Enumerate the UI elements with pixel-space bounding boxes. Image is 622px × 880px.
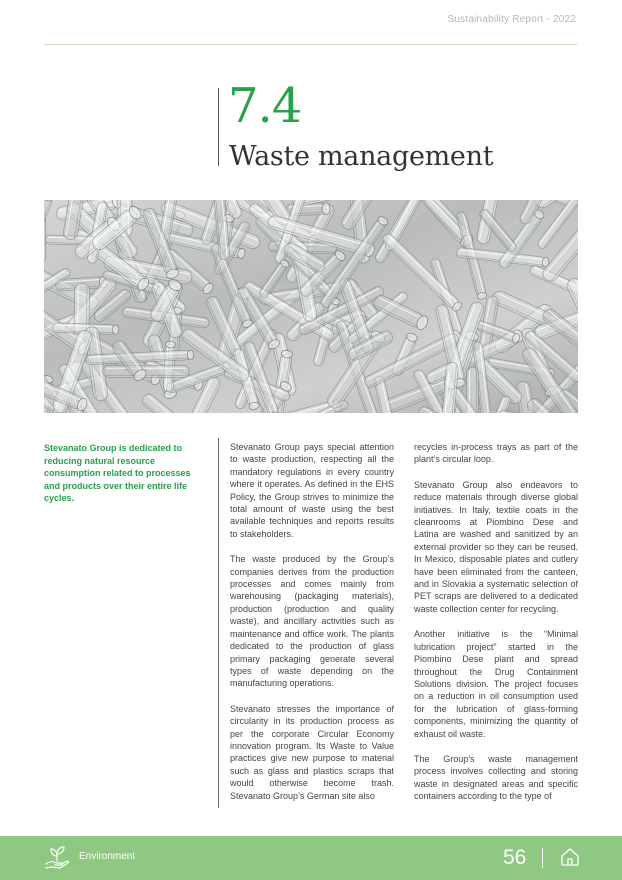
body-column-1 <box>230 441 394 815</box>
body-paragraph: Stevanato stresses the importance of circularity in its production process as per the corporate Circular Economy innovation program. Its Waste to Value practices give new purpose to material such as glass and plastics scraps that would otherwise become trash. Stevanato Group’s German site also <box>230 703 394 801</box>
glass-tubes-illustration <box>44 200 578 413</box>
page-number: 56 <box>503 846 527 869</box>
chapter-number: 7.4 <box>228 78 302 134</box>
lead-paragraph: Stevanato Group is dedicated to reducing natural resource consumption related to processes and products over their entire life cycles. <box>44 443 191 503</box>
body-paragraph: The waste produced by the Group’s companies derives from the production processes and comes mainly from warehousing (packaging materials), production (production and quality waste), and ancillary activities such as maintenance and office work. The plants dedicated to the production of glass primary packaging generate several types of waste depending on the manufacturing operations. <box>230 554 394 689</box>
header-divider <box>44 44 578 45</box>
body-paragraph: Another initiative is the “Minimal lubrication project” started in the Piombino Dese plant and spread throughout the Drug Containment Solutions division. The project focuses on a reduction in oil consumption used for the lubrication of glass-forming components, minimizing the quantity of exhaust oil waste. <box>414 629 578 739</box>
body-column-2 <box>414 441 578 816</box>
body-paragraph: recycles in-process trays as part of the plant’s circular loop. <box>414 442 578 465</box>
body-paragraph: The Group’s waste management process involves collecting and storing waste in designated areas and specific containers according to the type of <box>414 753 578 802</box>
report-title: Sustainability Report - 2022 <box>447 14 576 25</box>
plant-hand-icon[interactable] <box>44 844 70 870</box>
body-paragraph: Stevanato Group pays special attention to waste production, respecting all the mandatory regulations in every country where it operates. As defined in the EHS Policy, the Group strives to minimize the total amount of waste using the best available techniques and reports results to stakeholders. <box>230 442 394 539</box>
footer-separator <box>542 848 543 868</box>
glass-tubes-photo <box>44 200 578 413</box>
footer-bar <box>0 836 622 880</box>
column-divider <box>218 438 219 808</box>
home-icon[interactable] <box>559 846 581 868</box>
chapter-title: Waste management <box>229 141 494 172</box>
title-accent-bar <box>218 88 219 166</box>
body-paragraph: Stevanato Group also endeavors to reduce materials through diverse global initiatives. In Italy, textile coats in the cleanrooms at Piombino Dese and Latina are washed and sanitized by an external provider so they can be reused. In Mexico, disposable plates and cutlery have been eliminated from the canteen, and in Slovakia a systematic selection of PET scraps are delivered to a dedicated waste collection center for recycling. <box>414 479 578 614</box>
section-label[interactable]: Environment <box>79 851 136 862</box>
